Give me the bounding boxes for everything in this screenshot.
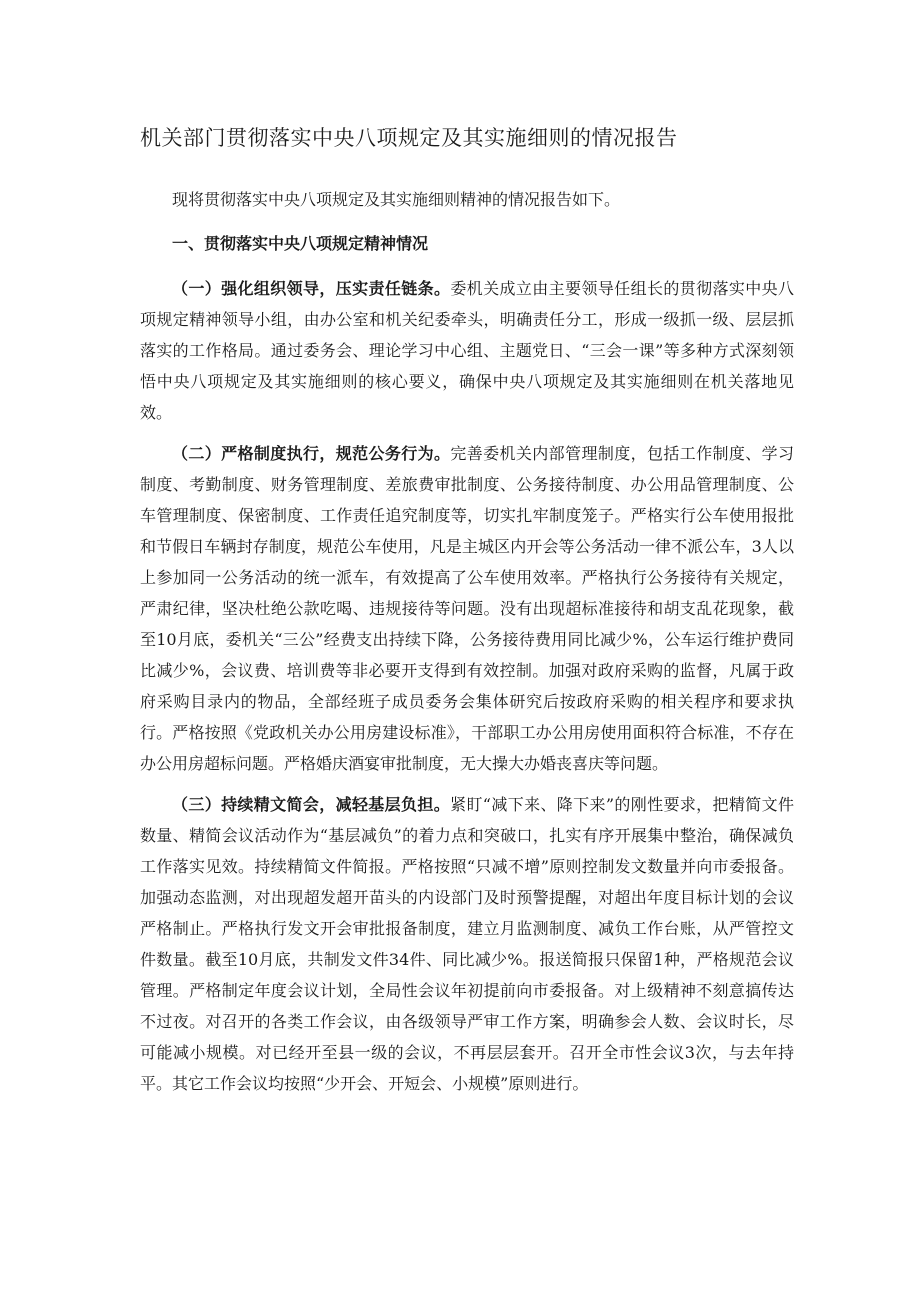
intro-paragraph: 现将贯彻落实中央八项规定及其实施细则精神的情况报告如下。 (172, 190, 621, 209)
section-heading: 一、贯彻落实中央八项规定精神情况 (172, 234, 429, 253)
subsection-2-lead: （二）严格制度执行，规范公务行为。 (172, 444, 451, 463)
subsection-1-text: 委机关成立由主要领导任组长的贯彻落实中央八项规定精神领导小组，由办公室和机关纪委牵头，明确责任分工，形成一级抓一级、层层抓落实的工作格局。通过委务会、理论学习中心组、主题党日、“三会一课”等多种方式深刻领悟中央八项规定及其实施细则的核心要义，确保中央八项规定及其实施细则在机关落地见效。 (140, 279, 794, 422)
subsection-1 (140, 273, 794, 428)
document-page (140, 118, 794, 1109)
subsection-2 (140, 438, 794, 779)
subsection-3-text: 紧盯“减下来、降下来”的刚性要求，把精简文件数量、精简会议活动作为“基层减负”的着力点和突破口，扎实有序开展集中整治，确保减负工作落实见效。持续精简文件简报。严格按照“只减不增”原则控制发文数量并向市委报备。加强动态监测，对出现超发超开苗头的内设部门及时预警提醒，对超出年度目标计划的会议严格制止。严格执行发文开会审批报备制度，建立月监测制度、减负工作台账，从严管控文件数量。截至10月底，共制发文件34件、同比减少%。报送简报只保留1种，严格规范会议管理。严格制定年度会议计划，全局性会议年初提前向市委报备。对上级精神不刻意搞传达不过夜。对召开的各类工作会议，由各级领导严审工作方案，明确参会人数、会议时长，尽可能减小规模。对已经开至县一级的会议，不再层层套开。召开全市性会议3次，与去年持平。其它工作会议均按照“少开会、开短会、小规模”原则进行。 (140, 795, 794, 1093)
subsection-3 (140, 789, 794, 1099)
subsection-3-lead: （三）持续精文简会，减轻基层负担。 (172, 795, 451, 814)
subsection-1-lead: （一）强化组织领导，压实责任链条。 (172, 279, 451, 298)
subsection-2-text: 完善委机关内部管理制度，包括工作制度、学习制度、考勤制度、财务管理制度、差旅费审批制度、公务接待制度、办公用品管理制度、公车管理制度、保密制度、工作责任追究制度等，切实扎牢制度笼子。严格实行公车使用报批和节假日车辆封存制度，规范公车使用，凡是主城区内开会等公务活动一律不派公车，3人以上参加同一公务活动的统一派车，有效提高了公车使用效率。严格执行公务接待有关规定，严肃纪律，坚决杜绝公款吃喝、违规接待等问题。没有出现超标准接待和胡支乱花现象，截至10月底，委机关“三公”经费支出持续下降，公务接待费用同比减少%，公车运行维护费同比减少%，会议费、培训费等非必要开支得到有效控制。加强对政府采购的监督，凡属于政府采购目录内的物品，全部经班子成员委务会集体研究后按政府采购的相关程序和要求执行。严格按照《党政机关办公用房建设标准》，干部职工办公用房使用面积符合标准，不存在办公用房超标问题。严格婚庆酒宴审批制度，无大操大办婚丧喜庆等问题。 (140, 444, 794, 773)
document-title: 机关部门贯彻落实中央八项规定及其实施细则的情况报告 (140, 126, 678, 150)
